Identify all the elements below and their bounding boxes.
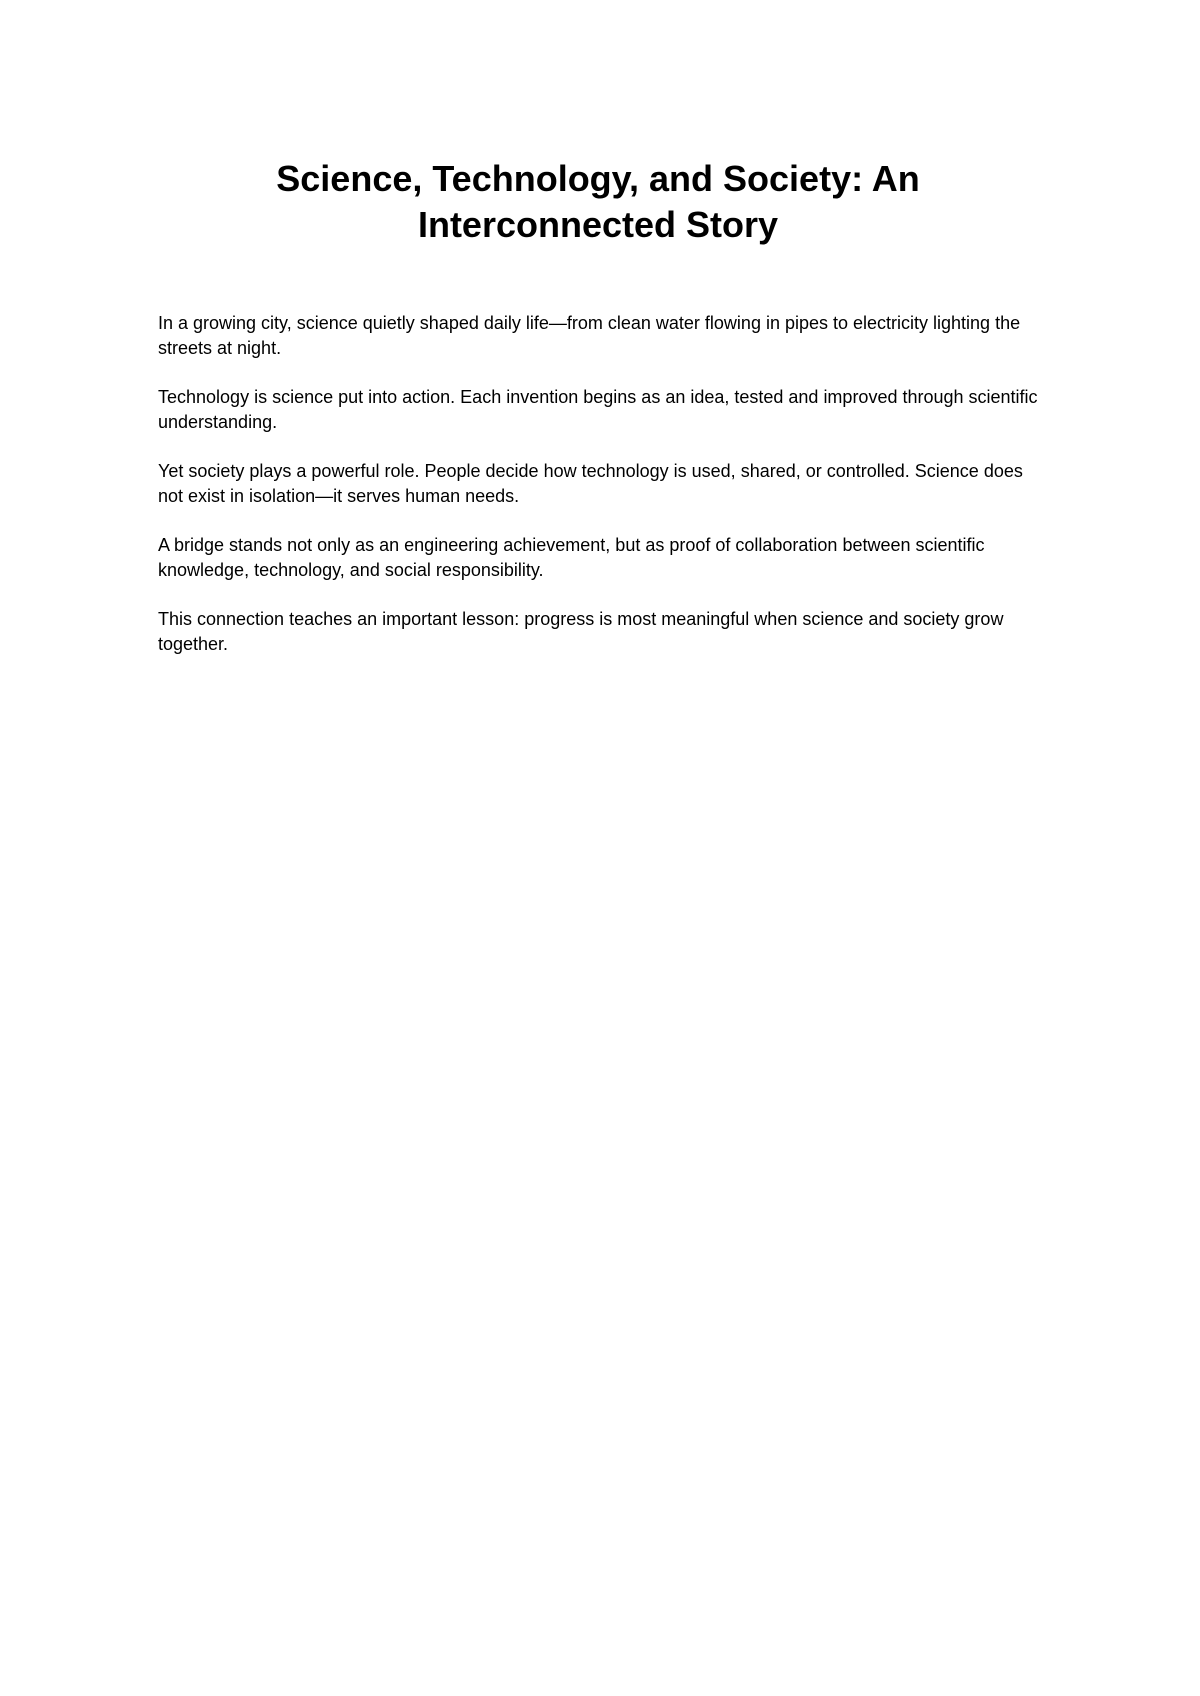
paragraph-1: In a growing city, science quietly shaped daily life—from clean water flowing in pipes to electricity lighting the streets at night. <box>158 313 1021 358</box>
paragraph-2: Technology is science put into action. Each invention begins as an idea, tested and improved through scientific understanding. <box>158 387 1038 432</box>
document-body <box>158 311 1038 681</box>
document-title: Science, Technology, and Society: An Interconnected Story <box>276 158 920 245</box>
paragraph-4: A bridge stands not only as an engineering achievement, but as proof of collaboration between scientific knowledge, technology, and social responsibility. <box>158 535 985 580</box>
paragraph-3: Yet society plays a powerful role. People decide how technology is used, shared, or controlled. Science does not exist in isolation—it serves human needs. <box>158 461 1023 506</box>
paragraph-5: This connection teaches an important lesson: progress is most meaningful when science and society grow together. <box>158 609 1004 654</box>
